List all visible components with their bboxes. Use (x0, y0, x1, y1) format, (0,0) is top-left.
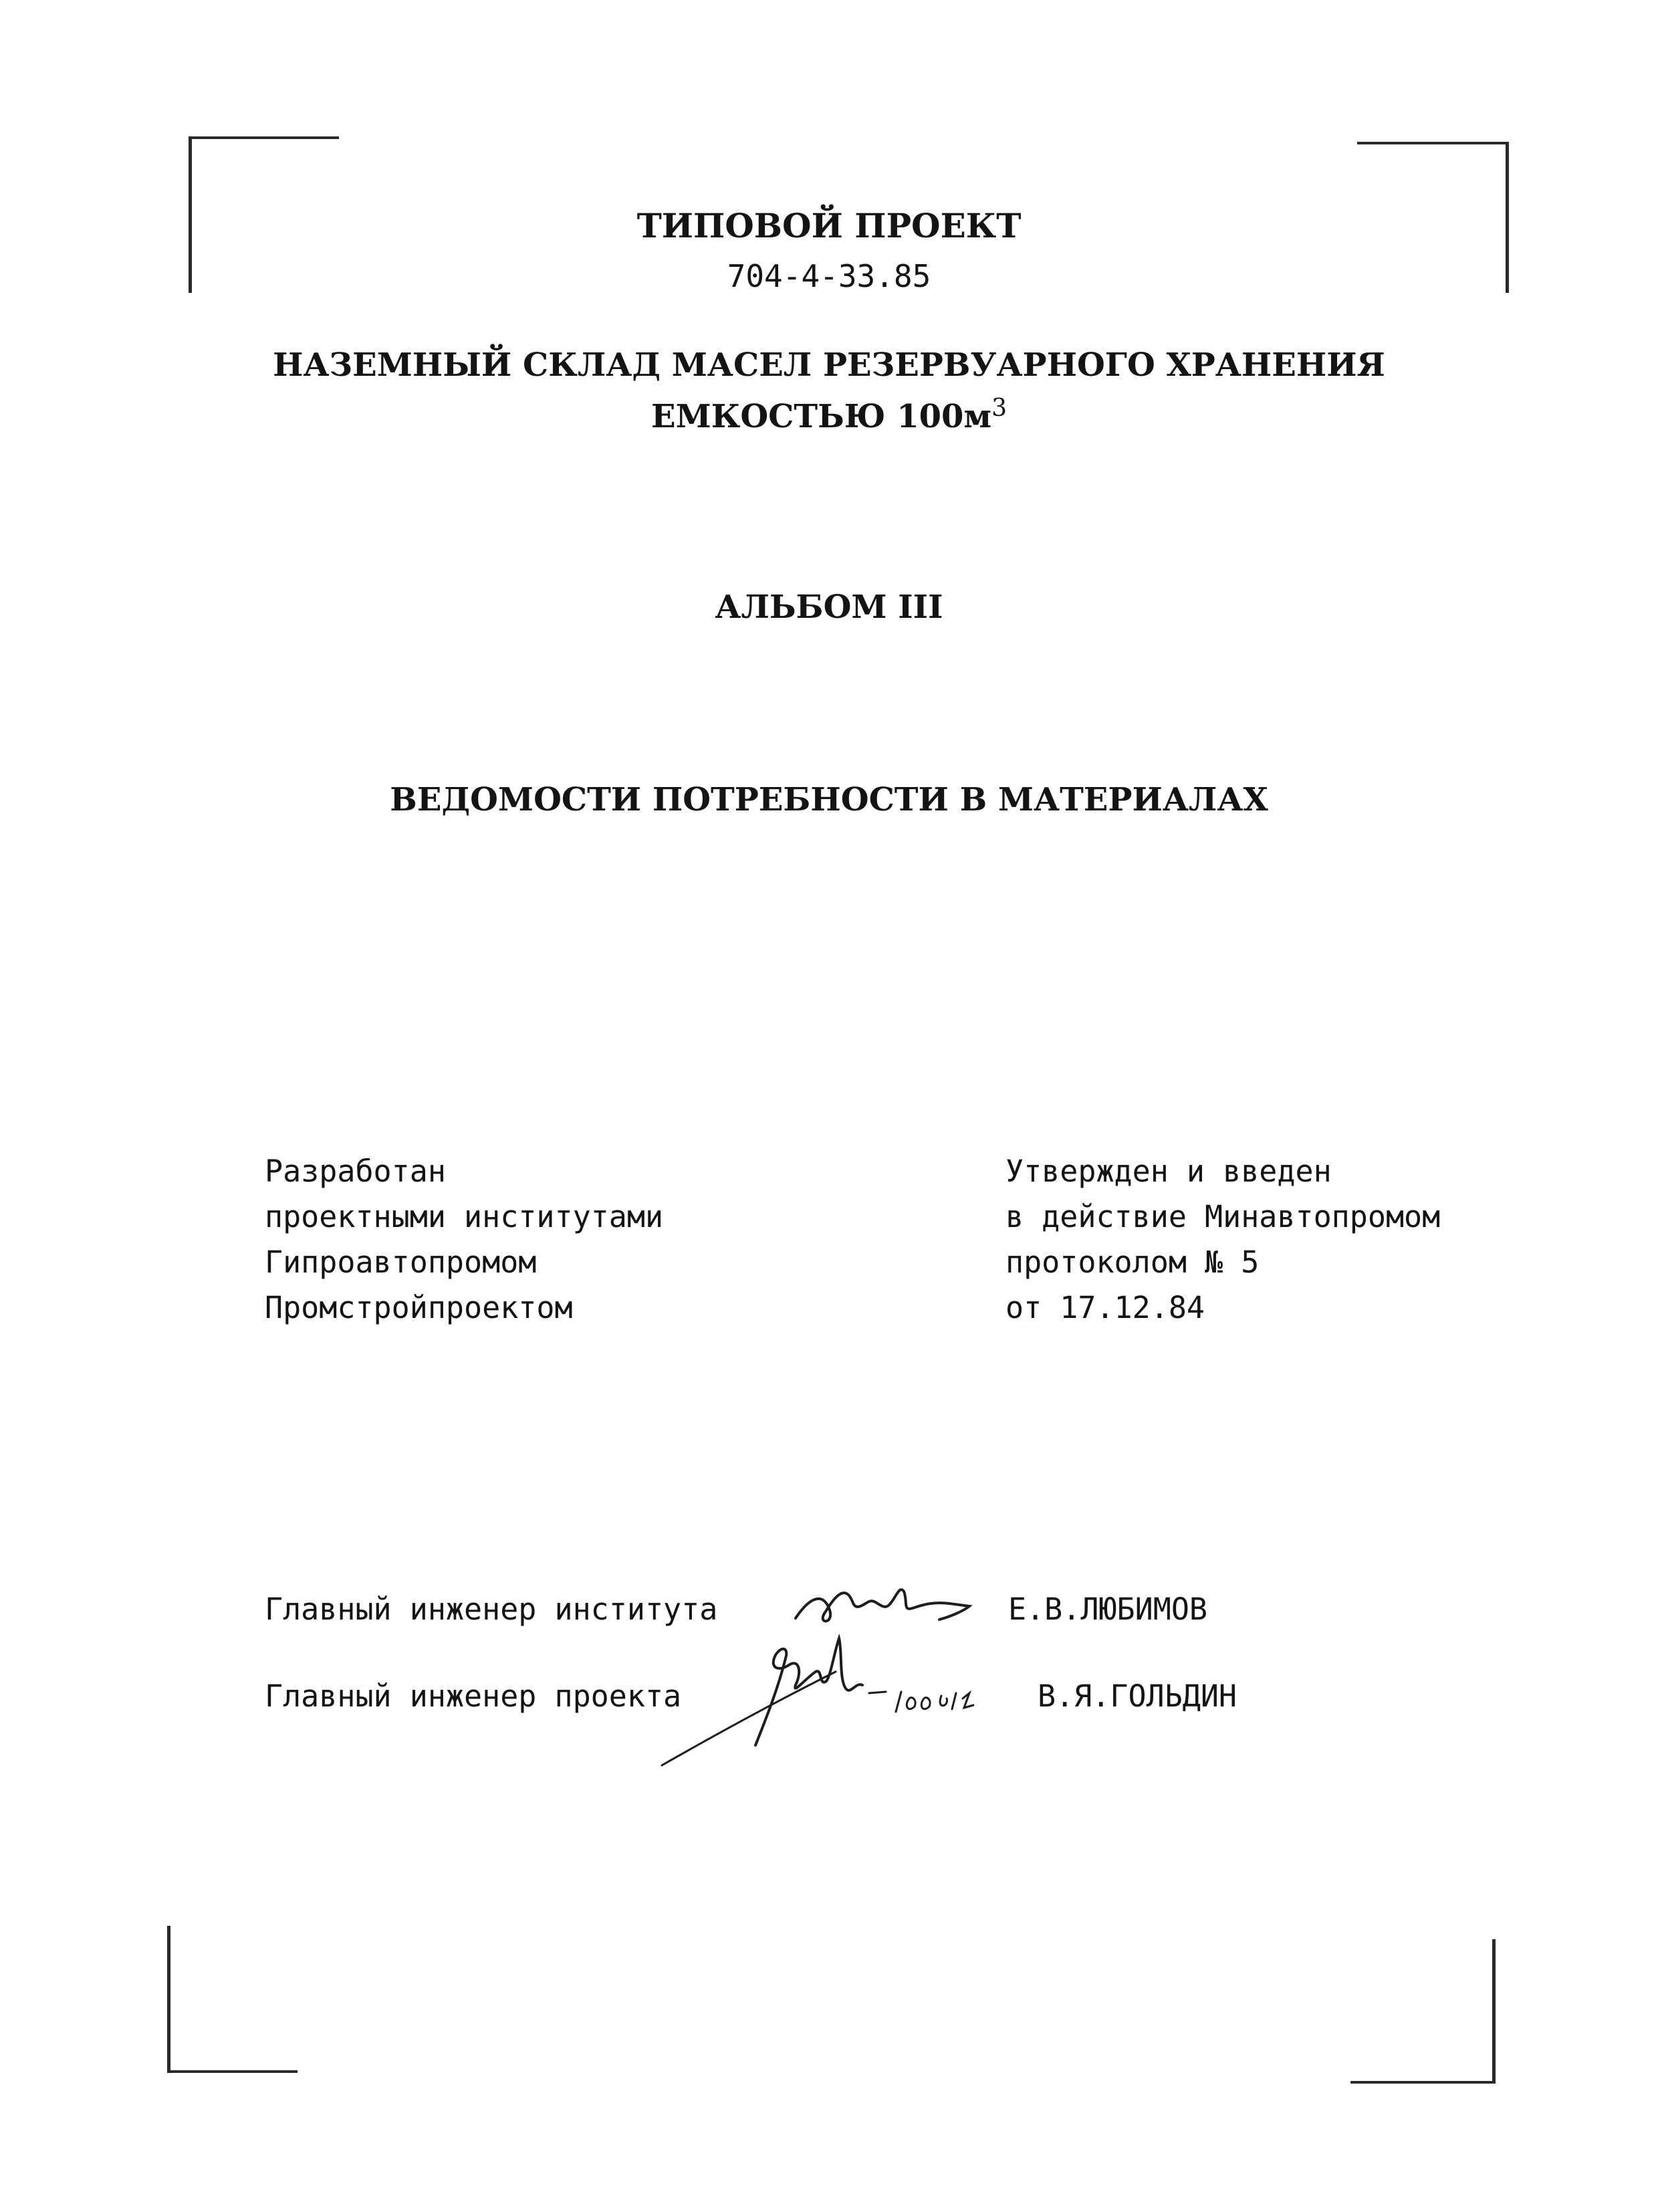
developed-by-line: Разработан (265, 1153, 446, 1189)
approved-by-block (1005, 1149, 1440, 1331)
title-line-2-text: ЕМКОСТЬЮ 100м (650, 398, 992, 435)
approved-by-line: от 17.12.84 (1005, 1290, 1205, 1325)
approved-by-line: протоколом № 5 (1005, 1244, 1260, 1280)
developed-by-line: Гипроавтопромом (265, 1244, 537, 1280)
corner-mark-bottom-right (1350, 1939, 1496, 2084)
title-line-2 (0, 395, 1658, 435)
developed-by-line: проектными институтами (265, 1199, 664, 1234)
project-type: ТИПОВОЙ ПРОЕКТ (636, 206, 1022, 245)
project-number: 704-4-33.85 (727, 258, 931, 294)
signatory-name-2: В.Я.ГОЛЬДИН (1038, 1678, 1237, 1714)
developed-by-block (265, 1149, 663, 1331)
handwritten-signature-2 (655, 1632, 1043, 1785)
signature-role-chief-engineer-project: Главный инженер проекта (265, 1678, 682, 1714)
developed-by-line: Промстройпроектом (265, 1290, 573, 1325)
title-line-1: НАЗЕМНЫЙ СКЛАД МАСЕЛ РЕЗЕРВУАРНОГО ХРАНЕНИЯ (273, 346, 1385, 384)
handwritten-signature-1 (789, 1571, 983, 1638)
signatory-name-1: Е.В.ЛЮБИМОВ (1008, 1591, 1208, 1627)
document-subject: ВЕДОМОСТИ ПОТРЕБНОСТИ В МАТЕРИАЛАХ (390, 781, 1268, 818)
corner-mark-bottom-left (167, 1926, 298, 2073)
approved-by-line: Утвержден и введен (1005, 1153, 1332, 1189)
title-line-2-superscript: 3 (991, 395, 1007, 422)
signature-role-chief-engineer-institute: Главный инженер института (265, 1591, 718, 1627)
album-label: АЛЬБОМ III (715, 588, 943, 626)
approved-by-line: в действие Минавтопромом (1005, 1199, 1441, 1234)
